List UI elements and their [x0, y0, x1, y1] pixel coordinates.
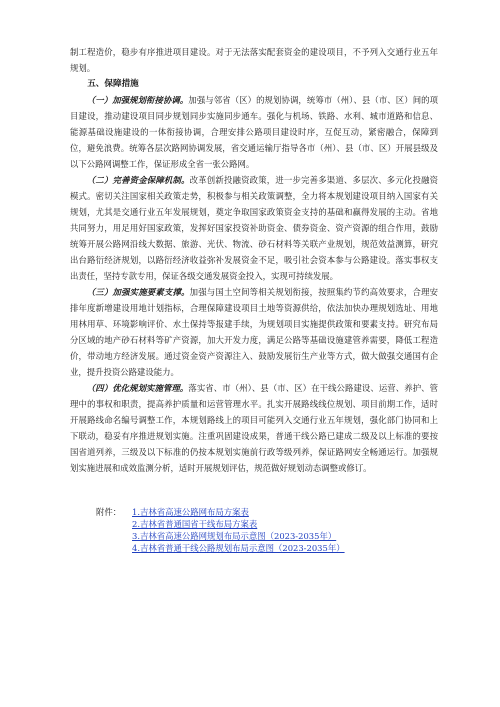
measure-body-2: 改革创新投融资政策，进一步完善多渠道、多层次、多元化投融资模式。密切关注国家相关政策走势，积极参与相关政策调整，全力将本规划建设项目纳入国家有关规划，尤其是交通行业五年发展规划，奠定争取国家政策资金支持的基础和赢得发展的主动。省地共同努力，用足用好国家政策，发挥好国家投资补助资金、债券资金、资产资源的组合作用，鼓励统筹开展公路网沿线大数据、旅游、光伏、物流、砂石材料等关联产业规划，规范效益测算，研究出台路衍经济规划，以路衍经济收益弥补发展资金不足，吸引社会资本参与公路建设。落实事权支出责任，坚持专款专用，保证各级交通发展资金投入，实现可持续发展。	[70, 175, 439, 281]
attachment-link-4[interactable]: 4.吉林省普通干线公路规划布局示意图（2023-2035年）	[132, 543, 345, 553]
attachments-label: 附件：	[96, 507, 122, 517]
measure-body-3: 加强与国土空间等相关规划衔接，按照集约节约高效要求，合理安排年度新增建设用地计划指标，合理保障建设项目土地等资源供给，依法加快办理规划选址、用地用林用草、环境影响评价、水土保持等报建手续，为规划项目实施提供政策和要素支持。研究布局分区域的地产砂石材料等矿产资源，加大开发力度，满足公路等基础设施建管养需要，降低工程造价，带动地方经济发展。通过资金资产资源注入、鼓励发展衍生产业等方式，做大做强交通国有企业，提升投资公路建设能力。	[70, 287, 439, 377]
section-heading: 五、保障措施	[87, 79, 139, 89]
intro-paragraph: 制工程造价，稳步有序推进项目建设。对于无法落实配套资金的建设项目，不予列入交通行业五年规划。	[70, 47, 438, 73]
measure-paragraph-4	[70, 380, 438, 476]
attachment-item-3	[132, 530, 345, 542]
attachment-link-3[interactable]: 3.吉林省高速公路网规划布局示意图（2023-2035年）	[132, 531, 337, 541]
measure-lead-3: （三）加强实施要素支撑。	[86, 287, 190, 297]
attachments-list	[132, 506, 345, 554]
measure-paragraph-3	[70, 284, 438, 380]
attachment-item-4	[132, 542, 345, 554]
measure-lead-4: （四）优化规划实施管理。	[86, 383, 189, 393]
document-body	[70, 44, 438, 476]
measure-paragraph-2	[70, 172, 438, 284]
attachment-link-2[interactable]: 2.吉林省普通国省干线布局方案表	[132, 519, 258, 529]
attachment-item-2	[132, 518, 345, 530]
measure-lead-2: （二）完善资金保障机制。	[86, 175, 190, 185]
attachment-link-1[interactable]: 1.吉林省高速公路网布局方案表	[132, 507, 249, 517]
measure-body-4: 落实省、市（州）、县（市、区）在干线公路建设、运营、养护、管理中的事权和职责，提高养护质量和运营管理水平。扎实开展路线线位规划、项目前期工作，适时开展路线命名编号调整工作，本规划路线上的项目可能列入交通行业五年规划，强化部门协同和上下联动，稳妥有序推进规划实施。注重巩固建设成果，普通干线公路已建成二级及以上标准的要按国省道列养，三级及以下标准的仍按本规划实施前行政等级列养，保证路网安全畅通运行。加强规划实施进展和成效监测分析，适时开展规划评估，规范做好规划动态调整或修订。	[70, 383, 439, 473]
measure-lead-1: （一）加强规划衔接协调。	[86, 95, 189, 105]
measure-body-1: 加强与邻省（区）的规划协调，统筹市（州）、县（市、区）间的项目建设，推动建设项目同步规划同步实施同步通车。强化与机场、铁路、水利、城市道路和信息、能源基础设施建设的一体衔接协调，合理安排公路项目建设时序，互促互动，紧密融合，保障到位，避免浪费。统筹各层次路网协调发展，省交通运输厅指导各市（州）、县（市、区）开展县级及以下公路网调整工作，保证形成全省一张公路网。	[70, 95, 439, 169]
attachment-item-1	[132, 506, 345, 518]
measure-paragraph-1	[70, 92, 438, 172]
